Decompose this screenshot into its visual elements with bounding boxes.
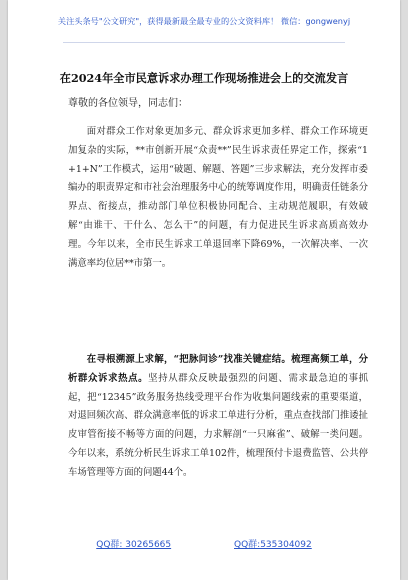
qq-group-link-1[interactable]: QQ群: 30265665 (96, 540, 172, 550)
header-banner: 关注头条号"公文研究"，获得最新最全最专业的公文资料库！ 微信：gongwenyj (57, 16, 351, 26)
document-title: 在2024年全市民意诉求办理工作现场推进会上的交流发言 (59, 71, 349, 85)
paragraph-section-1 (68, 351, 368, 483)
footer-links (8, 537, 400, 550)
paragraph-intro: 面对群众工作对象更加多元、群众诉求更加多样、群众工作环境更加复杂的实际，**市创新开展“众责**”民生诉求责任界定工作，探索“1+1+N”工作模式，运用“破题、解题、答题”三步求解法，充分发挥市委编办的职责界定和市社会治理服务中心的统筹调度作用，明确责任链条分界点、衔接点，推动部门单位积极协同配合、主动规范履职，有效破解“由谁干、干什么、怎么干”的问题，有力促进民生诉求高质高效办理。今年以来，全市民生诉求工单退回率下降69%，一次解决率、一次满意率均位居**市第一。 (68, 126, 369, 269)
document-page (8, 0, 400, 580)
section-1-body: 坚持从群众反映最强烈的问题、需求最急迫的事抓起，把“12345”政务服务热线受理平台作为收集问题线索的重要渠道，对退回频次高、群众满意率低的诉求工单进行分析，重点查找部门推诿扯皮审管衔接不畅等方面的问题，力求解剖“一只麻雀”、破解一类问题。今年以来，系统分析民生诉求工单102件，梳理预付卡退费监管、公共停车场管理等方面的问题44个。 (68, 372, 369, 478)
header-divider (63, 42, 345, 43)
salutation: 尊敬的各位领导，同志们： (68, 98, 188, 109)
qq-group-link-2[interactable]: QQ群:535304092 (234, 540, 312, 550)
section-1-lead: 在寻根溯源上求解，“把脉问诊”找准关键症结。梳理高频工单，分析群众诉求热点。 (68, 354, 368, 384)
